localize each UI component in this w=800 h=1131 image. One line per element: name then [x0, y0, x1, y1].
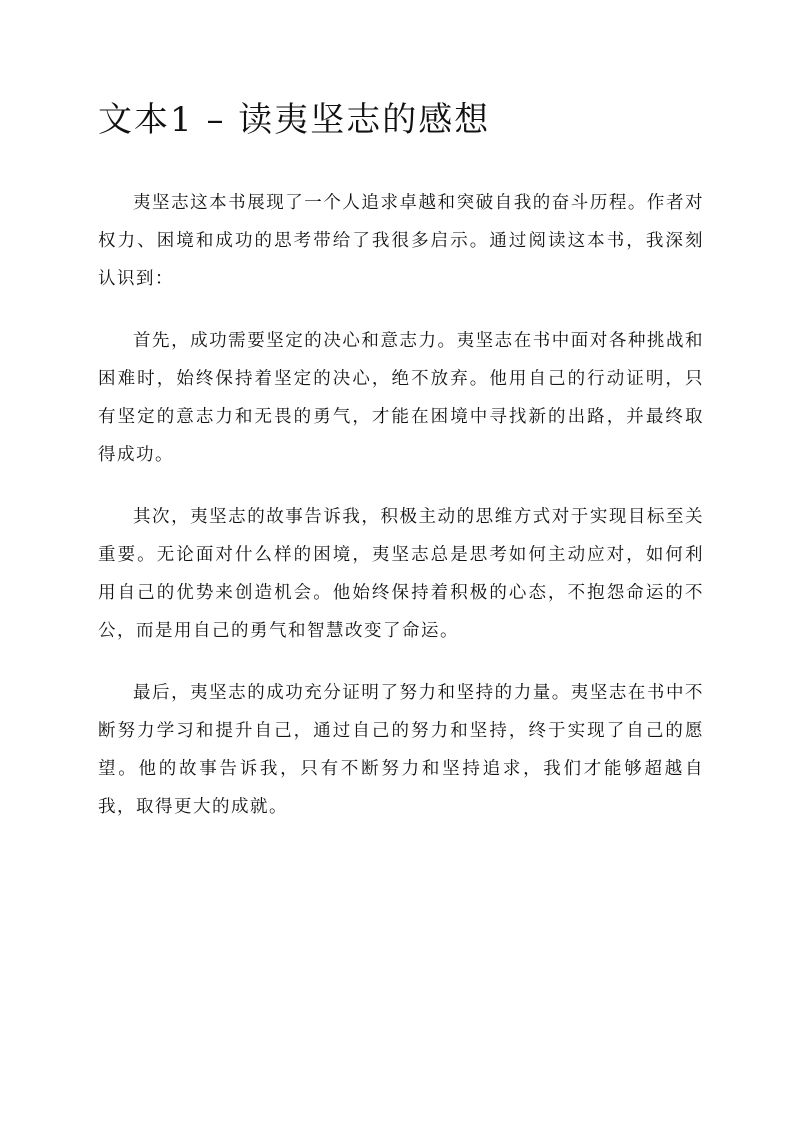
document-body	[98, 184, 704, 826]
paragraph-final-point: 最后，夷坚志的成功充分证明了努力和坚持的力量。夷坚志在书中不断努力学习和提升自己，通过自己的努力和坚持，终于实现了自己的愿望。他的故事告诉我，只有不断努力和坚持追求，我们才能够超越自我，取得更大的成就。	[98, 683, 704, 817]
paragraph-second-point: 其次，夷坚志的故事告诉我，积极主动的思维方式对于实现目标至关重要。无论面对什么样的困境，夷坚志总是思考如何主动应对，如何利用自己的优势来创造机会。他始终保持着积极的心态，不抱怨命运的不公，而是用自己的勇气和智慧改变了命运。	[98, 507, 704, 641]
paragraph-intro: 夷坚志这本书展现了一个人追求卓越和突破自我的奋斗历程。作者对权力、困境和成功的思考带给了我很多启示。通过阅读这本书，我深刻认识到：	[98, 193, 704, 289]
paragraph-first-point: 首先，成功需要坚定的决心和意志力。夷坚志在书中面对各种挑战和困难时，始终保持着坚定的决心，绝不放弃。他用自己的行动证明，只有坚定的意志力和无畏的勇气，才能在困境中寻找新的出路，并最终取得成功。	[98, 331, 704, 465]
document-title: 文本1 – 读夷坚志的感想	[98, 100, 491, 140]
